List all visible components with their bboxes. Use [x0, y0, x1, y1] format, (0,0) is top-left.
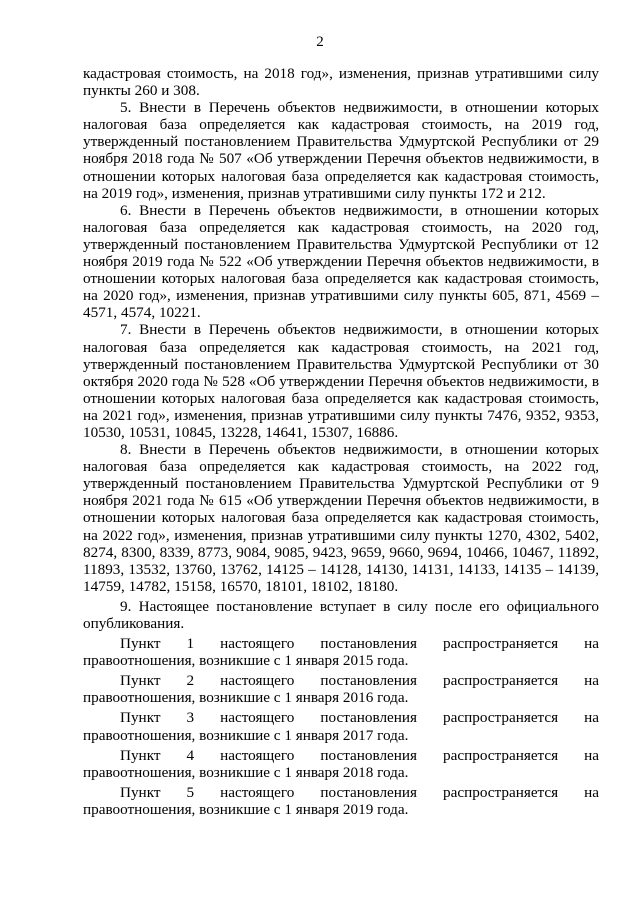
document-body [83, 65, 599, 818]
paragraph-item-8: 8. Внести в Перечень объектов недвижимости, в отношении которых налоговая база определяется как кадастровая стоимость, на 2022 год, утвержденный постановлением Правительства Удмуртской Республики от 9 ноября 2021 года № 615 «Об утверждении Перечня объектов недвижимости, в отношении которых налоговая база определяется как кадастровая стоимость, на 2022 год», изменения, признав утратившими силу пункты 1270, 4302, 5402, 8274, 8300, 8339, 8773, 9084, 9085, 9423, 9659, 9660, 9694, 10466, 10467, 11892, 11893, 13532, 13760, 13762, 14125 – 14128, 14130, 14131, 14133, 14135 – 14139, 14759, 14782, 15158, 16570, 18101, 18102, 18180. [83, 441, 599, 595]
paragraph-item-9-clause-2: Пункт 2 настоящего постановления распространяется на правоотношения, возникшие с 1 января 2016 года. [83, 672, 599, 707]
paragraph-item-9: 9. Настоящее постановление вступает в силу после его официального опубликования. [83, 597, 599, 632]
paragraph-item-5: 5. Внести в Перечень объектов недвижимости, в отношении которых налоговая база определяется как кадастровая стоимость, на 2019 год, утвержденный постановлением Правительства Удмуртской Республики от 29 ноября 2018 года № 507 «Об утверждении Перечня объектов недвижимости, в отношении которых налоговая база определяется как кадастровая стоимость, на 2019 год», изменения, признав утратившими силу пункты 172 и 212. [83, 99, 599, 202]
paragraph-continuation: кадастровая стоимость, на 2018 год», изменения, признав утратившими силу пункты 260 и 308. [83, 65, 599, 100]
paragraph-item-9-clause-1: Пункт 1 настоящего постановления распространяется на правоотношения, возникшие с 1 января 2015 года. [83, 635, 599, 670]
paragraph-item-9-clause-5: Пункт 5 настоящего постановления распространяется на правоотношения, возникшие с 1 января 2019 года. [83, 783, 599, 818]
paragraph-item-9-clause-3: Пункт 3 настоящего постановления распространяется на правоотношения, возникшие с 1 января 2017 года. [83, 709, 599, 744]
page-number: 2 [316, 34, 324, 50]
paragraph-item-7: 7. Внести в Перечень объектов недвижимости, в отношении которых налоговая база определяется как кадастровая стоимость, на 2021 год, утвержденный постановлением Правительства Удмуртской Республики от 30 октября 2020 года № 528 «Об утверждении Перечня объектов недвижимости, в отношении которых налоговая база определяется как кадастровая стоимость, на 2021 год», изменения, признав утратившими силу пункты 7476, 9352, 9353, 10530, 10531, 10845, 13228, 14641, 15307, 16886. [83, 321, 599, 441]
paragraph-item-9-clause-4: Пункт 4 настоящего постановления распространяется на правоотношения, возникшие с 1 января 2018 года. [83, 746, 599, 781]
paragraph-item-6: 6. Внести в Перечень объектов недвижимости, в отношении которых налоговая база определяется как кадастровая стоимость, на 2020 год, утвержденный постановлением Правительства Удмуртской Республики от 12 ноября 2019 года № 522 «Об утверждении Перечня объектов недвижимости, в отношении которых налоговая база определяется как кадастровая стоимость, на 2020 год», изменения, признав утратившими силу пункты 605, 871, 4569 – 4571, 4574, 10221. [83, 201, 599, 322]
